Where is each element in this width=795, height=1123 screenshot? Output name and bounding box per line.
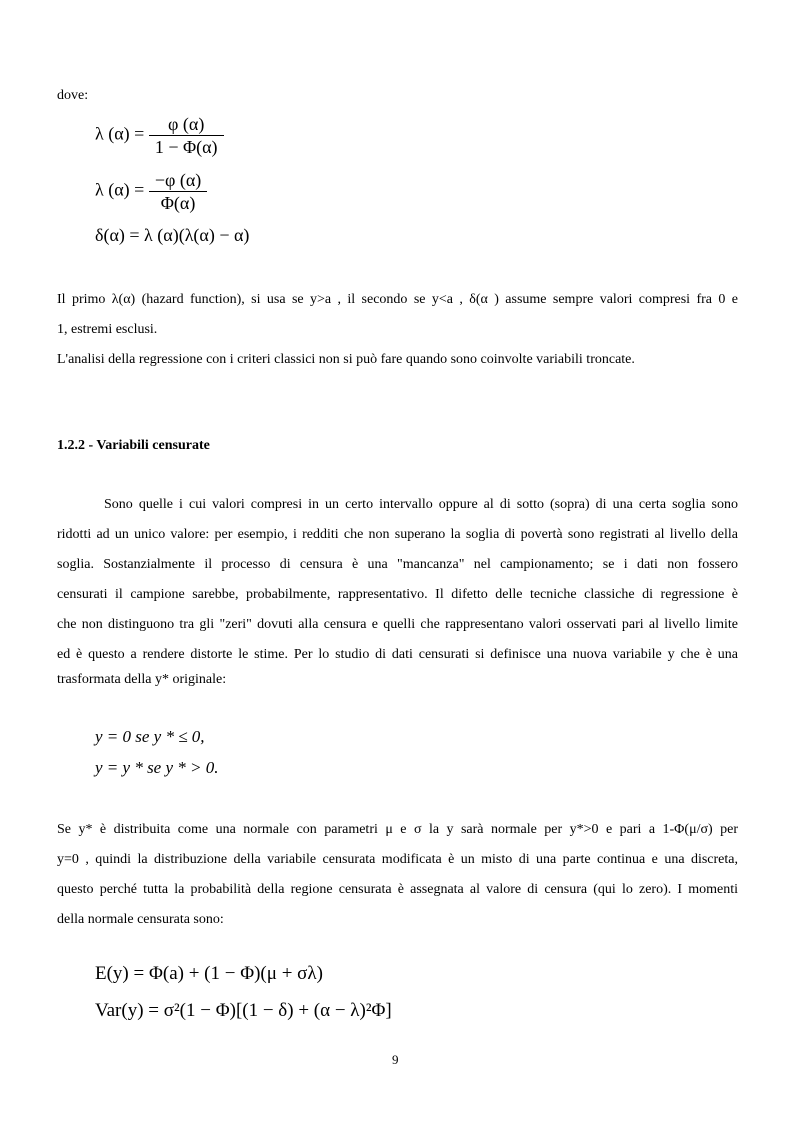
equation-variance: Var(y) = σ²(1 − Φ)[(1 − δ) + (α − λ)²Φ] [95, 1000, 392, 1021]
section-heading: 1.2.2 - Variabili censurate [57, 438, 210, 453]
equation-lambda-2 [95, 169, 207, 214]
fraction-numerator: φ (α) [149, 113, 224, 136]
paragraph-2-line-3: soglia. Sostanzialmente il processo di censura è una "mancanza" nel campionamento; se i dati non fossero [57, 557, 738, 572]
paragraph-2-line-4: censurati il campione sarebbe, probabilmente, rappresentativo. Il difetto delle tecniche classiche di regressione è [57, 587, 738, 602]
paragraph-3-line-2: y=0 , quindi la distribuzione della variabile censurata modificata è un misto di una parte continua e una discreta, [57, 852, 738, 867]
paragraph-1-line-1: Il primo λ(α) (hazard function), si usa se y>a , il secondo se y<a , δ(α ) assume sempre valori compresi fra 0 e [57, 292, 738, 307]
paragraph-2-line-7: trasformata della y* originale: [57, 672, 227, 687]
paragraph-2-line-1: Sono quelle i cui valori compresi in un certo intervallo oppure al di sotto (sopra) di una certa soglia sono [104, 497, 738, 512]
equation-censura-2: y = y * se y * > 0. [95, 758, 219, 777]
intro-text: dove: [57, 88, 89, 103]
paragraph-1-line-2: 1, estremi esclusi. [57, 322, 158, 337]
paragraph-3-line-4: della normale censurata sono: [57, 912, 224, 927]
page-number: 9 [392, 1052, 399, 1067]
equation-lhs: λ (α) = [95, 179, 145, 200]
paragraph-1-line-3: L'analisi della regressione con i criteri classici non si può fare quando sono coinvolte variabili troncate. [57, 352, 635, 367]
fraction-denominator: Φ(α) [160, 193, 196, 213]
paragraph-3-line-3: questo perché tutta la probabilità della regione censurata è assegnata al valore di censura (qui lo zero). I momenti [57, 882, 738, 897]
fraction-denominator: 1 − Φ(α) [154, 137, 218, 157]
fraction [149, 113, 224, 158]
paragraph-3-line-1: Se y* è distribuita come una normale con parametri μ e σ la y sarà normale per y*>0 e pari a 1-Φ(μ/σ) per [57, 822, 738, 837]
equation-lambda-1 [95, 113, 224, 158]
equation-censura-1: y = 0 se y * ≤ 0, [95, 727, 205, 746]
paragraph-2-line-5: che non distinguono tra gli "zeri" dovuti alla censura e quelli che rappresentano valori osservati pari al livello limite [57, 617, 738, 632]
paragraph-2-line-6: ed è questo a rendere distorte le stime. Per lo studio di dati censurati si definisce una nuova variabile y che è una [57, 647, 738, 662]
equation-lhs: λ (α) = [95, 123, 145, 144]
equation-expectation: E(y) = Φ(a) + (1 − Φ)(μ + σλ) [95, 963, 323, 984]
equation-delta: δ(α) = λ (α)(λ(α) − α) [95, 225, 250, 245]
fraction [149, 169, 207, 214]
paragraph-2-line-2: ridotti ad un unico valore: per esempio, i redditi che non superano la soglia di povertà sono registrati al livello della [57, 527, 738, 542]
fraction-numerator: −φ (α) [149, 169, 207, 192]
